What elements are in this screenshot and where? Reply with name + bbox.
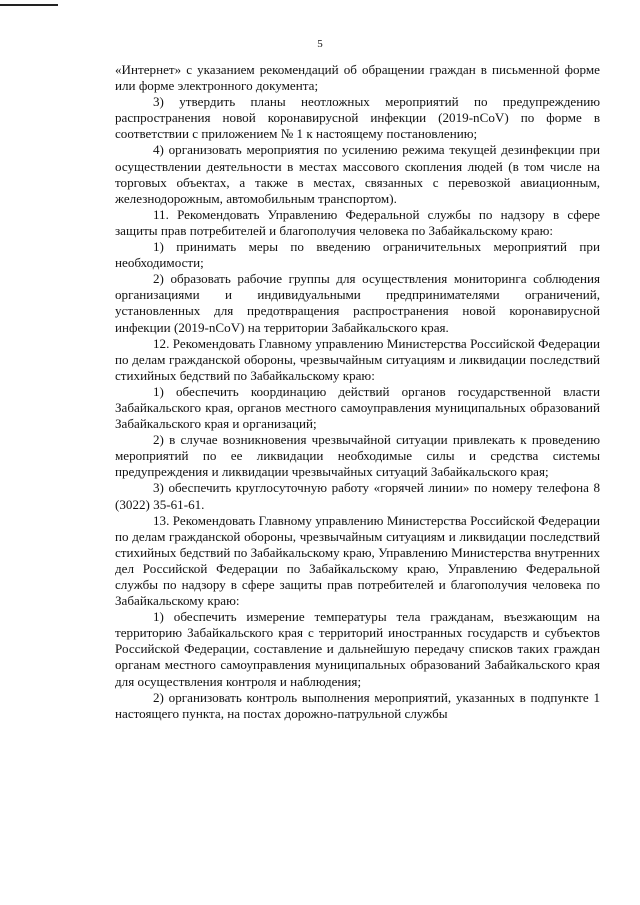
paragraph-13-item-1: 1) обеспечить измерение температуры тела гражданам, въезжающим на территорию Забайкальского края с территорий иностранных государств и субъектов Российской Федерации, составление и дальнейшую передачу списков таких граждан органам местного самоуправления муниципальных образований Забайкальского края для осуществления контроля и наблюдения; xyxy=(115,609,600,689)
paragraph-section-13: 13. Рекомендовать Главному управлению Министерства Российской Федерации по делам гражданской обороны, чрезвычайным ситуациям и ликвидации последствий стихийных бедствий по Забайкальскому краю, Управлению Министерства внутренних дел Российской Федерации по Забайкальскому краю, Управлению Федеральной службы по надзору в сфере защиты прав потребителей и благополучия человека по Забайкальскому краю: xyxy=(115,512,600,609)
page-number: 5 xyxy=(317,38,323,50)
paragraph-11-item-1: 1) принимать меры по введению ограничительных мероприятий при необходимости; xyxy=(115,239,600,271)
paragraph-section-12: 12. Рекомендовать Главному управлению Министерства Российской Федерации по делам гражданской обороны, чрезвычайным ситуациям и ликвидации последствий стихийных бедствий по Забайкальскому краю: xyxy=(115,335,600,383)
paragraph-13-item-2: 2) организовать контроль выполнения мероприятий, указанных в подпункте 1 настоящего пункта, на постах дорожно-патрульной службы xyxy=(115,689,600,721)
paragraph-section-11: 11. Рекомендовать Управлению Федеральной службы по надзору в сфере защиты прав потребителей и благополучия человека по Забайкальскому краю: xyxy=(115,206,600,238)
paragraph-item-4: 4) организовать мероприятия по усилению режима текущей дезинфекции при осуществлении деятельности в местах массового скопления людей (в том числе на торговых объектах, а также в местах, связанных с перевозкой авиационным, железнодорожным, автомобильным транспортом). xyxy=(115,142,600,206)
paragraph-12-item-1: 1) обеспечить координацию действий органов государственной власти Забайкальского края, органов местного самоуправления муниципальных образований Забайкальского края и организаций; xyxy=(115,383,600,432)
top-rule xyxy=(0,4,58,6)
paragraph-continuation: «Интернет» с указанием рекомендаций об обращении граждан в письменной форме или форме электронного документа; xyxy=(115,62,600,94)
paragraph-12-item-3: 3) обеспечить круглосуточную работу «горячей линии» по номеру телефона 8 (3022) 35-61-61. xyxy=(115,480,600,512)
paragraph-11-item-2: 2) образовать рабочие группы для осуществления мониторинга соблюдения организациями и индивидуальными предпринимателями ограничений, установленных для предотвращения распространения новой коронавирусной инфекции (2019-nCoV) на территории Забайкальского края. xyxy=(115,271,600,335)
paragraph-12-item-2: 2) в случае возникновения чрезвычайной ситуации привлекать к проведению мероприятий по ее ликвидации необходимые силы и средства системы предупреждения и ликвидации чрезвычайных ситуаций Забайкальского края; xyxy=(115,432,600,480)
paragraph-item-3: 3) утвердить планы неотложных мероприятий по предупреждению распространения новой коронавирусной инфекции (2019-nCoV) по форме в соответствии с приложением № 1 к настоящему постановлению; xyxy=(115,94,600,142)
document-body xyxy=(115,62,600,722)
